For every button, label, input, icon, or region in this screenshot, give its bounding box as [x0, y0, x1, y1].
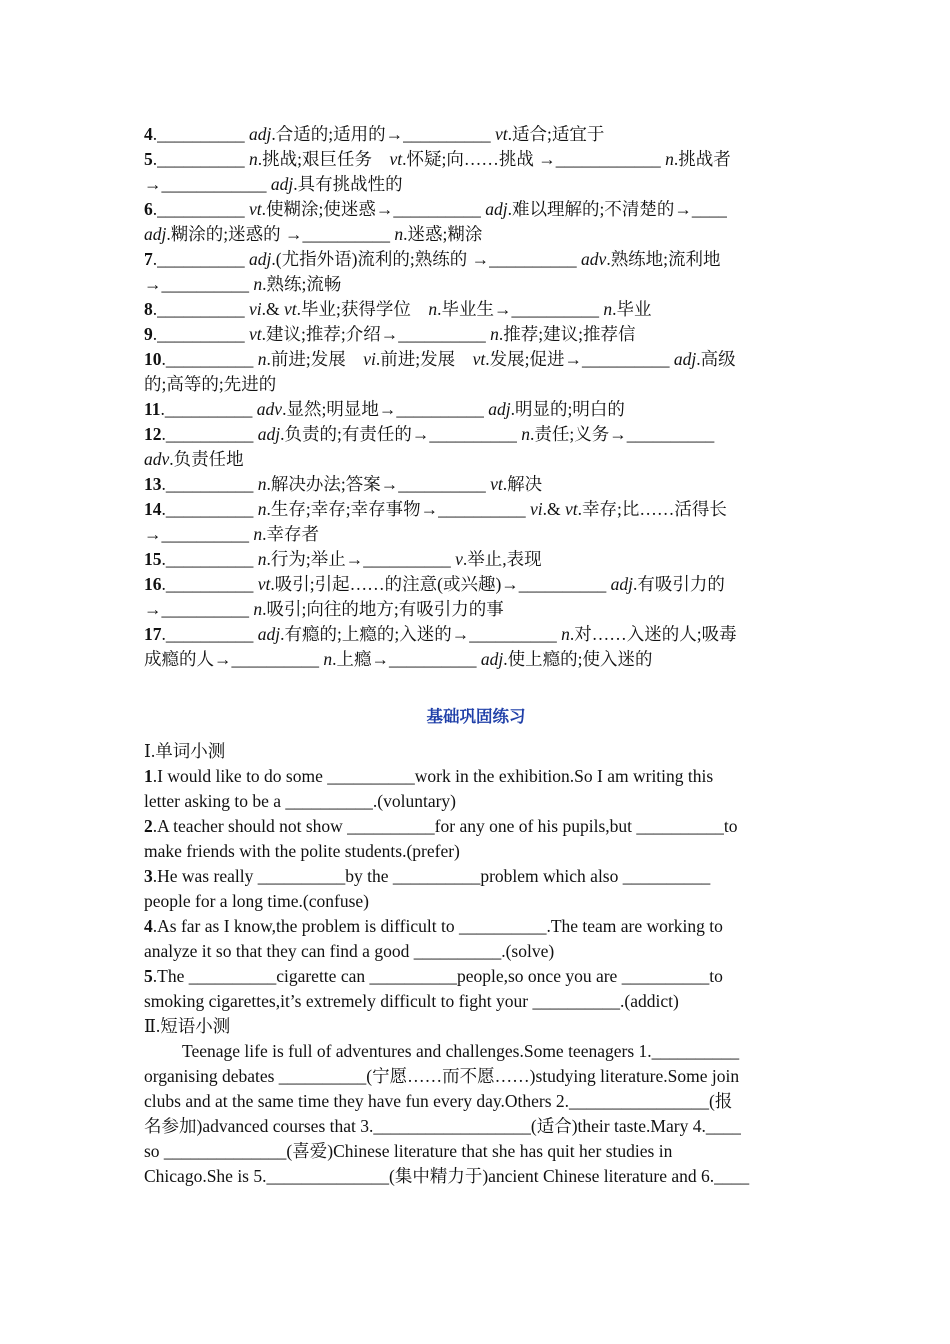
- vocab-line: [144, 247, 808, 272]
- line-text: .As far as I know,the problem is difficult to __________.The team are working to: [152, 916, 723, 936]
- line-text: 名参加)advanced courses that 3.__________________(适合)their taste.Mary 4.____: [144, 1116, 741, 1136]
- line-text: .生存;幸存;幸存事物→__________: [266, 499, 530, 519]
- line-text: .举止,表现: [462, 549, 542, 569]
- vocab-line: [144, 372, 808, 397]
- line-text: Chicago.She is 5.______________(集中精力于)ancient Chinese literature and 6.____: [144, 1166, 750, 1186]
- part-of-speech: adj: [673, 349, 697, 369]
- part-of-speech: n: [394, 224, 404, 244]
- part-of-speech: vi: [363, 349, 376, 369]
- part-of-speech: adv: [144, 449, 170, 469]
- line-text: .挑战者: [673, 149, 731, 169]
- line-text: .行为;举止→__________: [266, 549, 456, 569]
- paragraph-line: [144, 1089, 808, 1114]
- part-of-speech: n: [253, 524, 263, 544]
- line-text: .毕业;获得学位: [296, 299, 429, 319]
- part-of-speech: adj: [480, 649, 504, 669]
- line-text: 的;高等的;先进的: [144, 374, 277, 394]
- part-of-speech: n: [257, 349, 267, 369]
- vocab-line: [144, 522, 808, 547]
- line-text: .I would like to do some __________work in the exhibition.So I am writing this: [152, 766, 714, 786]
- line-text: .使上瘾的;使入迷的: [503, 649, 653, 669]
- line-text: .&: [261, 299, 285, 319]
- line-text: .合适的;适用的→__________: [271, 124, 495, 144]
- line-text: 成瘾的人→__________: [144, 649, 324, 669]
- line-text: .前进;发展: [266, 349, 364, 369]
- item-number: 9: [144, 324, 153, 344]
- vocab-line: [144, 472, 808, 497]
- quiz-line: [144, 764, 808, 789]
- item-number: 4: [144, 124, 153, 144]
- line-text: .显然;明显地→__________: [282, 399, 489, 419]
- line-text: .推荐;建议;推荐信: [498, 324, 636, 344]
- line-text: .吸引;引起……的注意(或兴趣)→__________: [270, 574, 611, 594]
- item-number: 7: [144, 249, 153, 269]
- line-text: .__________: [161, 574, 258, 594]
- part-of-speech: vt: [249, 324, 262, 344]
- line-text: .难以理解的;不清楚的→____: [507, 199, 727, 219]
- line-text: .发展;促进→__________: [485, 349, 674, 369]
- vocab-line: [144, 297, 808, 322]
- part-of-speech: n: [521, 424, 530, 444]
- line-text: .迷惑;糊涂: [403, 224, 483, 244]
- line-text: .有吸引力的: [633, 574, 725, 594]
- paragraph-line: [144, 1164, 808, 1189]
- line-text: .使糊涂;使迷惑→__________: [261, 199, 486, 219]
- line-text: .(尤指外语)流利的;熟练的 →__________: [271, 249, 582, 269]
- part-of-speech: adj: [488, 399, 511, 419]
- item-number: 5: [144, 966, 153, 986]
- line-text: .毕业: [612, 299, 652, 319]
- line-text: .__________: [161, 424, 258, 444]
- part-of-speech: adj: [610, 574, 634, 594]
- line-text: →__________: [144, 599, 254, 619]
- part-of-speech: vt: [389, 149, 403, 169]
- line-text: .解决: [502, 474, 543, 494]
- item-number: 2: [144, 816, 153, 836]
- item-number: 6: [144, 199, 153, 219]
- line-text: organising debates __________(宁愿……而不愿……)studying literature.Some join: [144, 1066, 740, 1086]
- part-of-speech: adj: [485, 199, 508, 219]
- part-of-speech: vt: [472, 349, 486, 369]
- line-text: →____________: [144, 174, 271, 194]
- line-text: .幸存者: [262, 524, 319, 544]
- part-of-speech: n: [257, 499, 267, 519]
- part-of-speech: adv: [256, 399, 283, 419]
- line-text: .高级: [696, 349, 736, 369]
- vocab-line: [144, 222, 808, 247]
- item-number: 3: [144, 866, 153, 886]
- document-page: [144, 122, 808, 1189]
- part-of-speech: adj: [144, 224, 167, 244]
- part-of-speech: adj: [270, 174, 294, 194]
- vocab-line: [144, 497, 808, 522]
- line-text: .He was really __________by the __________problem which also __________: [152, 866, 711, 886]
- word-quiz-list: [144, 764, 808, 1014]
- line-text: people for a long time.(confuse): [144, 891, 369, 911]
- line-text: .__________: [152, 249, 249, 269]
- part-of-speech: n: [323, 649, 333, 669]
- part2-title: Ⅱ.短语小测: [144, 1016, 231, 1036]
- vocab-line: [144, 322, 808, 347]
- line-text: .适合;适宜于: [507, 124, 605, 144]
- part-of-speech: vt: [495, 124, 508, 144]
- line-text: letter asking to be a __________.(voluntary): [144, 791, 457, 811]
- line-text: .有瘾的;上瘾的;入迷的→__________: [280, 624, 562, 644]
- paragraph-line: [144, 1139, 808, 1164]
- vocab-line: [144, 547, 808, 572]
- vocab-line: [144, 172, 808, 197]
- part-of-speech: n: [665, 149, 674, 169]
- quiz-line: [144, 839, 808, 864]
- line-text: .对……入迷的人;吸毒: [569, 624, 737, 644]
- paragraph-line: [144, 1039, 808, 1064]
- line-text: .__________: [161, 624, 258, 644]
- item-number: 5: [144, 149, 153, 169]
- line-text: .__________: [161, 474, 258, 494]
- line-text: so ______________(喜爱)Chinese literature that she has quit her studies in: [144, 1141, 673, 1161]
- vocabulary-list: [144, 122, 808, 672]
- line-text: .__________: [152, 149, 249, 169]
- quiz-line: [144, 964, 808, 989]
- vocab-line: [144, 147, 808, 172]
- part-of-speech: vi: [529, 499, 543, 519]
- item-number: 15: [144, 549, 162, 569]
- line-text: .__________: [152, 299, 249, 319]
- line-text: .熟练;流畅: [262, 274, 342, 294]
- part-of-speech: vt: [490, 474, 503, 494]
- line-text: .明显的;明白的: [510, 399, 625, 419]
- part-of-speech: adj: [257, 424, 281, 444]
- line-text: make friends with the polite students.(prefer): [144, 841, 460, 861]
- line-text: .&: [542, 499, 565, 519]
- line-text: .怀疑;向……挑战 →____________: [402, 149, 666, 169]
- line-text: .上瘾→__________: [332, 649, 481, 669]
- line-text: .具有挑战性的: [293, 174, 403, 194]
- line-text: smoking cigarettes,it’s extremely difficult to fight your __________.(addict): [144, 991, 679, 1011]
- part-of-speech: adj: [249, 249, 272, 269]
- part-of-speech: vt: [565, 499, 578, 519]
- line-text: .负责的;有责任的→__________: [280, 424, 522, 444]
- part-of-speech: vt: [257, 574, 271, 594]
- line-text: .__________: [160, 399, 257, 419]
- quiz-line: [144, 789, 808, 814]
- line-text: →__________: [144, 274, 254, 294]
- line-text: .挑战;艰巨任务: [257, 149, 390, 169]
- line-text: .幸存;比……活得长: [577, 499, 727, 519]
- item-number: 13: [144, 474, 162, 494]
- part-of-speech: n: [603, 299, 613, 319]
- vocab-line: [144, 647, 808, 672]
- part-of-speech: n: [249, 149, 258, 169]
- quiz-line: [144, 864, 808, 889]
- part-of-speech: adv: [581, 249, 607, 269]
- vocab-line: [144, 422, 808, 447]
- line-text: .__________: [152, 124, 249, 144]
- item-number: 8: [144, 299, 153, 319]
- vocab-line: [144, 197, 808, 222]
- part1-title: Ⅰ.单词小测: [144, 741, 226, 761]
- line-text: →__________: [144, 524, 254, 544]
- line-text: .解决办法;答案→__________: [266, 474, 491, 494]
- vocab-line: [144, 447, 808, 472]
- line-text: analyze it so that they can find a good __________.(solve): [144, 941, 555, 961]
- vocab-line: [144, 397, 808, 422]
- vocab-line: [144, 272, 808, 297]
- vocab-line: [144, 622, 808, 647]
- quiz-line: [144, 889, 808, 914]
- section-title: 基础巩固练习: [426, 707, 526, 726]
- part-of-speech: n: [253, 274, 263, 294]
- part-of-speech: vt: [249, 199, 262, 219]
- line-text: .__________: [161, 349, 258, 369]
- item-number: 10: [144, 349, 162, 369]
- line-text: .__________: [161, 499, 258, 519]
- line-text: .责任;义务→__________: [530, 424, 715, 444]
- line-text: .__________: [152, 199, 249, 219]
- vocab-line: [144, 572, 808, 597]
- item-number: 17: [144, 624, 162, 644]
- item-number: 14: [144, 499, 162, 519]
- phrase-quiz-paragraph: [144, 1039, 808, 1189]
- part-of-speech: n: [490, 324, 499, 344]
- part-of-speech: vi: [249, 299, 262, 319]
- item-number: 11: [144, 399, 161, 419]
- quiz-line: [144, 914, 808, 939]
- part-of-speech: n: [253, 599, 263, 619]
- line-text: .__________: [161, 549, 258, 569]
- item-number: 1: [144, 766, 153, 786]
- quiz-line: [144, 989, 808, 1014]
- item-number: 4: [144, 916, 153, 936]
- vocab-line: [144, 347, 808, 372]
- part-of-speech: n: [257, 474, 267, 494]
- part-of-speech: vt: [284, 299, 297, 319]
- line-text: .The __________cigarette can __________people,so once you are __________to: [152, 966, 723, 986]
- part-of-speech: n: [257, 549, 267, 569]
- line-text: .吸引;向往的地方;有吸引力的事: [262, 599, 504, 619]
- item-number: 12: [144, 424, 162, 444]
- part-of-speech: n: [561, 624, 570, 644]
- line-text: clubs and at the same time they have fun every day.Others 2.________________(报: [144, 1091, 733, 1111]
- line-text: Teenage life is full of adventures and challenges.Some teenagers 1.__________: [182, 1041, 740, 1061]
- item-number: 16: [144, 574, 162, 594]
- vocab-line: [144, 122, 808, 147]
- quiz-line: [144, 814, 808, 839]
- vocab-line: [144, 597, 808, 622]
- line-text: .建议;推荐;介绍→__________: [261, 324, 491, 344]
- line-text: .前进;发展: [375, 349, 473, 369]
- paragraph-line: [144, 1064, 808, 1089]
- part-of-speech: v: [455, 549, 463, 569]
- line-text: .__________: [152, 324, 249, 344]
- line-text: .负责任地: [169, 449, 244, 469]
- part-of-speech: adj: [257, 624, 281, 644]
- part-of-speech: n: [428, 299, 438, 319]
- quiz-line: [144, 939, 808, 964]
- line-text: .毕业生→__________: [437, 299, 604, 319]
- paragraph-line: [144, 1114, 808, 1139]
- line-text: .糊涂的;迷惑的 →__________: [166, 224, 395, 244]
- line-text: .A teacher should not show __________for any one of his pupils,but __________to: [152, 816, 738, 836]
- part-of-speech: adj: [249, 124, 272, 144]
- line-text: .熟练地;流利地: [606, 249, 721, 269]
